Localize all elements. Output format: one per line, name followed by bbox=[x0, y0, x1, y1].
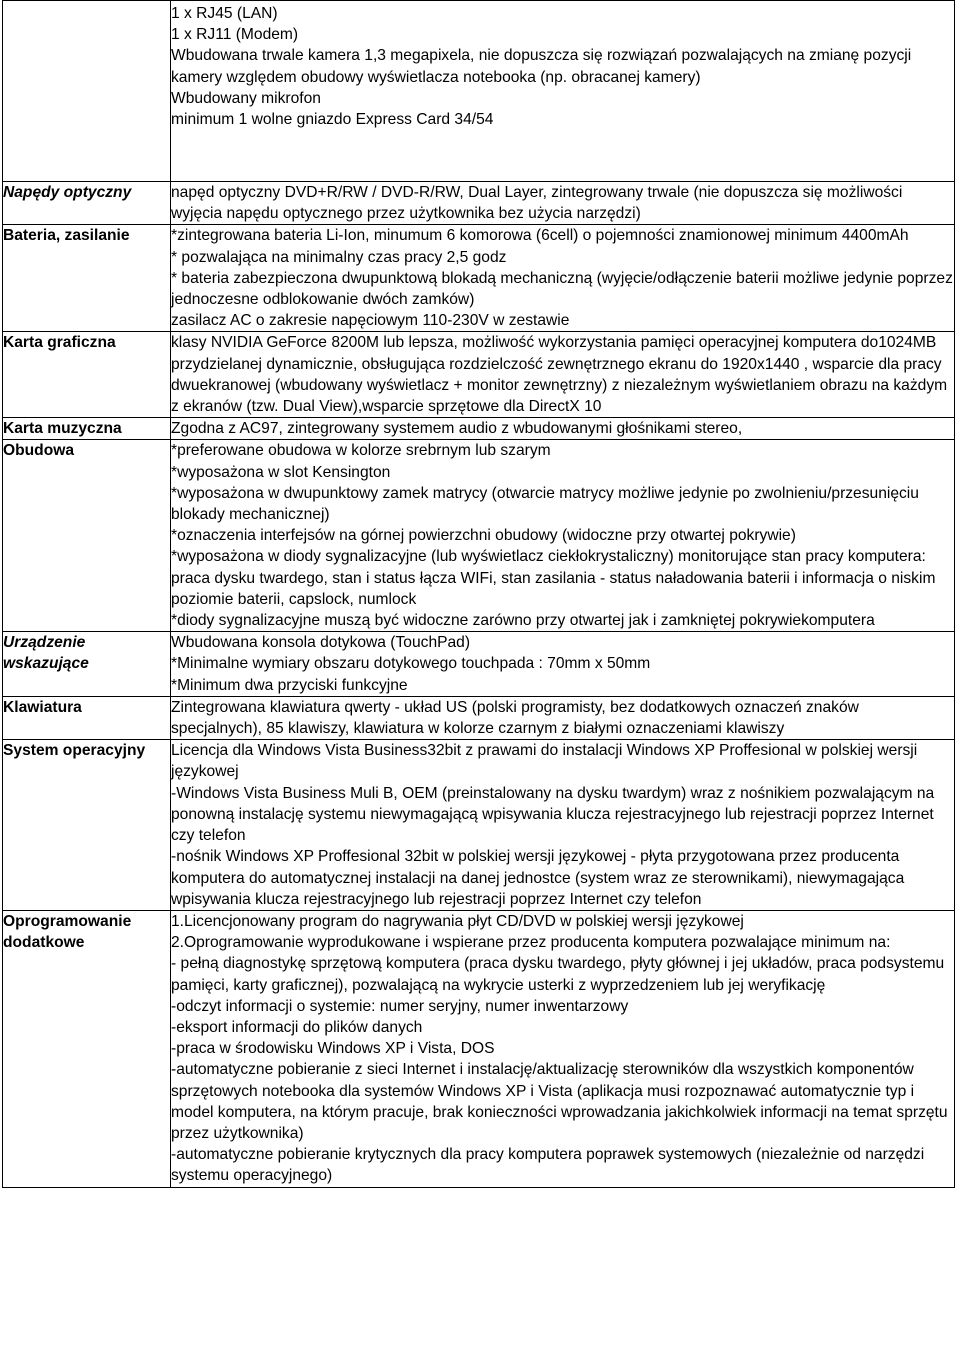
spec-row-keyboard bbox=[3, 696, 955, 739]
value-line: 1.Licencjonowany program do nagrywania płyt CD/DVD w polskiej wersji językowej bbox=[171, 912, 744, 930]
value-line: 1 x RJ45 (LAN) bbox=[171, 5, 278, 22]
spec-row-battery bbox=[3, 225, 955, 332]
value-line: -praca w środowisku Windows XP i Vista, DOS bbox=[171, 1040, 495, 1058]
spec-row-operating-system bbox=[3, 740, 955, 911]
row-label: Klawiatura bbox=[3, 696, 171, 739]
row-label: Oprogramowanie dodatkowe bbox=[3, 910, 171, 1187]
value-line: *zintegrowana bateria Li-Ion, minumum 6 komorowa (6cell) o pojemności znamionowej minimum 4400mAh bbox=[171, 227, 909, 245]
value-line: 2.Oprogramowanie wyprodukowane i wspierane przez producenta komputera pozwalające minimum na: bbox=[171, 934, 891, 952]
value-line: *wyposażona w slot Kensington bbox=[171, 463, 391, 481]
row-label: Bateria, zasilanie bbox=[3, 225, 171, 332]
value-line: napęd optyczny DVD+R/RW / DVD-R/RW, Dual Layer, zintegrowany trwale (nie dopuszcza się możliwości wyjęcia napędu optycznego przez użytkownika bez użycia narzędzi) bbox=[171, 184, 903, 223]
value-line: *Minimalne wymiary obszaru dotykowego touchpada : 70mm x 50mm bbox=[171, 655, 651, 673]
row-value bbox=[171, 696, 955, 739]
value-line: * bateria zabezpieczona dwupunktową blokadą mechaniczną (wyjęcie/odłączenie baterii możliwe jedynie poprzez jednoczesne odblokowanie dwóch zamków) bbox=[171, 269, 953, 309]
value-line: Wbudowany mikrofon bbox=[171, 89, 321, 107]
row-label: Napędy optyczny bbox=[3, 182, 171, 225]
row-label: Karta graficzna bbox=[3, 332, 171, 418]
value-line: Zintegrowana klawiatura qwerty - układ US (polski programisty, bez dodatkowych oznaczeń znaków specjalnych), 85 klawiszy, klawiatura w kolorze czarnym z białymi oznaczeniami klawiszy bbox=[171, 698, 859, 738]
row-label: System operacyjny bbox=[3, 740, 171, 911]
value-line: *diody sygnalizacyjne muszą być widoczne zarówno przy otwartej jak i zamkniętej pokrywiekomputera bbox=[171, 612, 875, 630]
spec-row-additional-software bbox=[3, 910, 955, 1187]
row-value bbox=[171, 225, 955, 332]
value-line: Licencja dla Windows Vista Business32bit z prawami do instalacji Windows XP Proffesional w polskiej wersji językowej bbox=[171, 742, 918, 781]
row-value bbox=[171, 740, 955, 911]
row-label: Obudowa bbox=[3, 440, 171, 632]
value-line: 1 x RJ11 (Modem) bbox=[171, 26, 299, 44]
value-line: -automatyczne pobieranie z sieci Internet i instalację/aktualizację sterowników dla wszystkich komponentów sprzętowych notebooka dla systemów Windows XP i Vista (aplikacja musi rozpoznawać automatycznie typ i model komputera, na którym pracuje, brak konieczności wprowadzania jakichkolwiek informacji na temat sprzętu przez użytkownika) bbox=[171, 1061, 948, 1142]
spec-row-graphics-card bbox=[3, 332, 955, 418]
row-value bbox=[171, 182, 955, 225]
value-line: Wbudowana konsola dotykowa (TouchPad) bbox=[171, 634, 471, 652]
value-line: klasy NVIDIA GeForce 8200M lub lepsza, możliwość wykorzystania pamięci operacyjnej komputera do1024MB przydzielanej dynamicznie, obsługująca rozdzielczość zewnętrznego ekranu do 1920x1440 , wsparcie dla pracy dwuekranowej (wbudowany wyświetlacz + monitor zewnętrzny) z niezależnym wyświetlaniem obrazu na każdym z ekranów (tzw. Dual View),wsparcie sprzętowe dla DirectX 10 bbox=[171, 334, 948, 416]
value-line: -odczyt informacji o systemie: numer seryjny, numer inwentarzowy bbox=[171, 997, 629, 1015]
value-line: - pełną diagnostykę sprzętową komputera (praca dysku twardego, płyty głównej i jej układów, praca podsystemu pamięci, karty graficznej), pozwalającą na wykrycie usterki z wyprzedzeniem lub jej weryfikację bbox=[171, 955, 945, 994]
spec-row-pointing-device bbox=[3, 632, 955, 697]
value-line: -automatyczne pobieranie krytycznych dla pracy komputera poprawek systemowych (niezależnie od narzędzi systemu operacyjnego) bbox=[171, 1146, 925, 1185]
value-line: *oznaczenia interfejsów na górnej powierzchni obudowy (widoczne przy otwartej pokrywie) bbox=[171, 527, 796, 545]
spec-row-casing bbox=[3, 440, 955, 632]
specification-table-body bbox=[3, 1, 955, 1188]
value-line: *wyposażona w dwupunktowy zamek matrycy (otwarcie matrycy możliwe jedynie po zwolnieniu/przesunięciu blokady mechanicznej) bbox=[171, 484, 919, 524]
value-line: -Windows Vista Business Muli B, OEM (preinstalowany na dysku twardym) wraz z nośnikiem pozwalającym na ponowną instalację systemu niewymagającą wpisywania klucza rejestracyjnego lub rejestracji poprzez Internet czy telefon bbox=[171, 784, 935, 845]
value-line: minimum 1 wolne gniazdo Express Card 34/54 bbox=[171, 111, 494, 129]
value-line: Zgodna z AC97, zintegrowany systemem audio z wbudowanymi głośnikami stereo, bbox=[171, 420, 743, 438]
value-line: zasilacz AC o zakresie napęciowym 110-230V w zestawie bbox=[171, 312, 570, 330]
value-line: Wbudowana trwale kamera 1,3 megapixela, nie dopuszcza się rozwiązań pozwalających na zmianę pozycji kamery względem obudowy wyświetlacza notebooka (np. obracanej kamery) bbox=[171, 47, 912, 86]
spec-row-interfaces bbox=[3, 1, 955, 182]
row-label: Urządzenie wskazujące bbox=[3, 632, 171, 697]
spec-row-optical-drive bbox=[3, 182, 955, 225]
row-value bbox=[171, 440, 955, 632]
value-line: -nośnik Windows XP Proffesional 32bit w polskiej wersji językowej - płyta przygotowana przez producenta komputera do automatycznej instalacji na danej jednostce (system wraz ze sterownikami), niewymagająca wpisywania klucza rejestracyjnego lub rejestracji poprzez Internet czy telefon bbox=[171, 848, 905, 908]
value-line: * pozwalająca na minimalny czas pracy 2,5 godz bbox=[171, 248, 507, 266]
row-value bbox=[171, 910, 955, 1187]
value-line: *Minimum dwa przyciski funkcyjne bbox=[171, 676, 408, 694]
row-label: Karta muzyczna bbox=[3, 418, 171, 440]
row-value bbox=[171, 1, 955, 182]
specification-table bbox=[2, 0, 955, 1188]
value-line: -eksport informacji do plików danych bbox=[171, 1018, 423, 1036]
row-value bbox=[171, 418, 955, 440]
row-value bbox=[171, 632, 955, 697]
row-value bbox=[171, 332, 955, 418]
spec-row-sound-card bbox=[3, 418, 955, 440]
value-line: *preferowane obudowa w kolorze srebrnym lub szarym bbox=[171, 442, 551, 460]
value-line: *wyposażona w diody sygnalizacyjne (lub wyświetlacz ciekłokrystaliczny) monitorujące stan pracy komputera: praca dysku twardego, stan i status łącza WIFi, stan zasilania - status naładowania baterii i informacja o niskim poziomie baterii, capslock, numlock bbox=[171, 548, 936, 608]
row-label bbox=[3, 1, 171, 182]
